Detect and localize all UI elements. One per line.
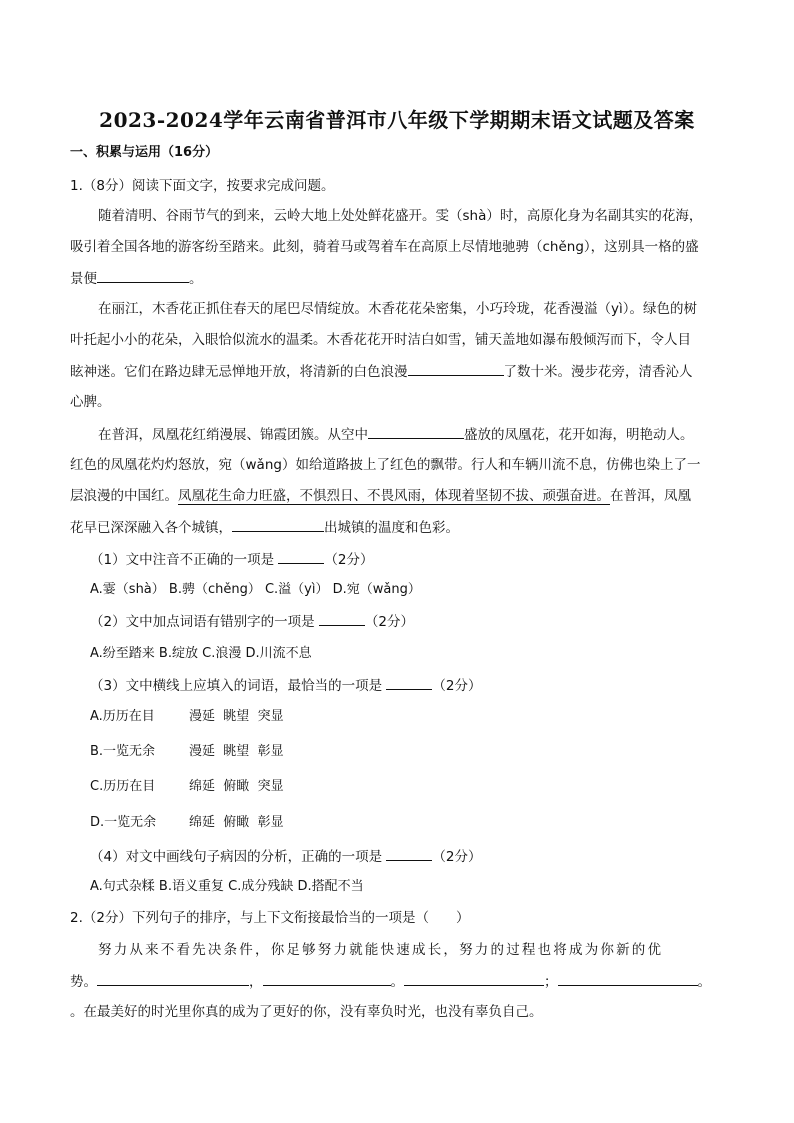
text-fragment: 眩神迷。它们在路边肆无忌惮地开放，将清新的白色浪漫 [70, 364, 408, 380]
text-fragment: 景便 [70, 271, 97, 287]
answer-blank [386, 675, 432, 690]
text-fragment: 势。 [70, 974, 97, 990]
q1-sub1-options: A.霎（shà） B.骋（chěng） C.溢（yì） D.宛（wǎng） [90, 582, 421, 597]
option-word: 眺望 [223, 744, 250, 759]
fill-blank [232, 517, 324, 532]
q1-para3-line4 [70, 517, 459, 538]
option-word: 绵延 [189, 779, 216, 794]
score-label: （2分） [432, 849, 482, 865]
option-word: 俯瞰 [223, 815, 250, 830]
underlined-sentence: 凤凰花生命力旺盛，不惧烈日、不畏风雨，体现着坚韧不拔、顽强奋进。 [178, 488, 610, 504]
text-fragment: 花早已深深融入各个城镇， [70, 520, 232, 536]
q1-para2-line4: 心脾。 [70, 394, 111, 410]
fill-blank [404, 971, 544, 986]
q1-sub3-option-b [90, 742, 155, 762]
fill-blank [368, 424, 464, 439]
answer-blank [278, 549, 324, 564]
text-fragment: 在普洱，凤凰 [610, 488, 691, 504]
q1-para2-line2: 叶托起小小的花朵，入眼恰似流水的温柔。木香花花开时洁白如雪，铺天盖地如瀑布般倾泻而下，令人目 [70, 332, 691, 348]
sub-question-text: （1）文中注音不正确的一项是 [90, 552, 275, 568]
punctuation: ； [544, 974, 558, 990]
fill-blank [408, 361, 504, 376]
q2-line2 [70, 971, 711, 992]
option-word: 突显 [257, 779, 284, 794]
sub-question-text: （3）文中横线上应填入的词语，最恰当的一项是 [90, 678, 383, 694]
q1-sub3 [90, 675, 481, 696]
punctuation: 。 [697, 974, 711, 990]
text-fragment: 出城镇的温度和色彩。 [324, 520, 459, 536]
q1-sub4 [90, 846, 481, 867]
option-word: 彰显 [257, 815, 284, 830]
option-word: 漫延 [189, 744, 216, 759]
option-word: 彰显 [257, 744, 284, 759]
q1-stem: 1.（8分）阅读下面文字，按要求完成问题。 [70, 178, 335, 194]
text-fragment: 了数十米。漫步花旁，清香沁人 [503, 364, 693, 380]
text-fragment: 。 [189, 271, 203, 287]
q1-para2-line1: 在丽江，木香花正抓住春天的尾巴尽情绽放。木香花花朵密集，小巧玲珑，花香漫溢（yì）。绿色的树 [98, 301, 697, 317]
q1-sub3-option-d [90, 813, 156, 833]
answer-blank [386, 846, 432, 861]
sub-question-text: （2）文中加点词语有错别字的一项是 [90, 614, 315, 630]
option-word: 俯瞰 [223, 779, 250, 794]
q1-para2-line3 [70, 361, 693, 382]
q1-sub2-options: A.纷至踏来 B.绽放 C.浪漫 D.川流不息 [90, 646, 312, 661]
q1-para3-line2: 红色的凤凰花灼灼怒放，宛（wǎng）如给道路披上了红色的飘带。行人和车辆川流不息，仿佛也染上了一 [70, 457, 701, 473]
score-label: （2分） [432, 678, 482, 694]
page-title: 2023-2024学年云南省普洱市八年级下学期期末语文试题及答案 [99, 108, 695, 132]
q1-para1-line2: 吸引着全国各地的游客纷至踏来。此刻，骑着马或驾着车在高原上尽情地驰骋（chěng），这别具一格的盛 [70, 239, 699, 255]
q1-sub2 [90, 611, 414, 632]
fill-blank [97, 971, 249, 986]
score-label: （2分） [324, 552, 374, 568]
q1-para1-line3 [70, 268, 203, 289]
q1-sub1 [90, 549, 373, 570]
q1-sub3-option-d-words [189, 813, 284, 833]
q1-para1-line1: 随着清明、谷雨节气的到来，云岭大地上处处鲜花盛开。雯（shà）时，高原化身为名副其实的花海， [98, 208, 703, 224]
option-word: 眺望 [223, 709, 250, 724]
punctuation: ， [249, 974, 263, 990]
q1-sub3-option-b-words [189, 742, 284, 762]
fill-blank [263, 971, 391, 986]
q2-line3: 。在最美好的时光里你真的成为了更好的你，没有辜负时光，也没有辜负自己。 [70, 1004, 543, 1020]
q2-line1: 努力从来不看先决条件，你足够努力就能快速成长，努力的过程也将成为你新的优 [98, 942, 664, 958]
punctuation: 。 [390, 974, 404, 990]
q1-sub3-option-a-words [189, 707, 284, 727]
q1-para3-line1 [98, 424, 694, 445]
q1-sub4-options: A.句式杂糅 B.语义重复 C.成分残缺 D.搭配不当 [90, 879, 364, 894]
sub-question-text: （4）对文中画线句子病因的分析，正确的一项是 [90, 849, 383, 865]
option-word: 突显 [257, 709, 284, 724]
option-letter: A.历历在目 [90, 709, 155, 724]
q1-para3-line3 [70, 486, 691, 506]
option-letter: D.一览无余 [90, 815, 157, 830]
q1-sub3-option-c [90, 777, 155, 797]
option-word: 绵延 [189, 815, 216, 830]
option-word: 漫延 [189, 709, 216, 724]
option-letter: B.一览无余 [90, 744, 156, 759]
fill-blank [97, 268, 189, 283]
score-label: （2分） [364, 614, 414, 630]
q1-sub3-option-c-words [189, 777, 284, 797]
section-heading: 一、积累与运用（16分） [70, 145, 219, 160]
q2-stem: 2.（2分）下列句子的排序，与上下文衔接最恰当的一项是（ ） [70, 910, 470, 926]
text-fragment: 层浪漫的中国红。 [70, 488, 178, 504]
answer-blank [319, 611, 365, 626]
q1-sub3-option-a [90, 707, 155, 727]
text-fragment: 盛放的凤凰花，花开如海，明艳动人。 [464, 427, 694, 443]
fill-blank [558, 971, 698, 986]
option-letter: C.历历在目 [90, 779, 156, 794]
text-fragment: 在普洱，凤凰花红绡漫展、锦霞团簇。从空中 [98, 427, 368, 443]
